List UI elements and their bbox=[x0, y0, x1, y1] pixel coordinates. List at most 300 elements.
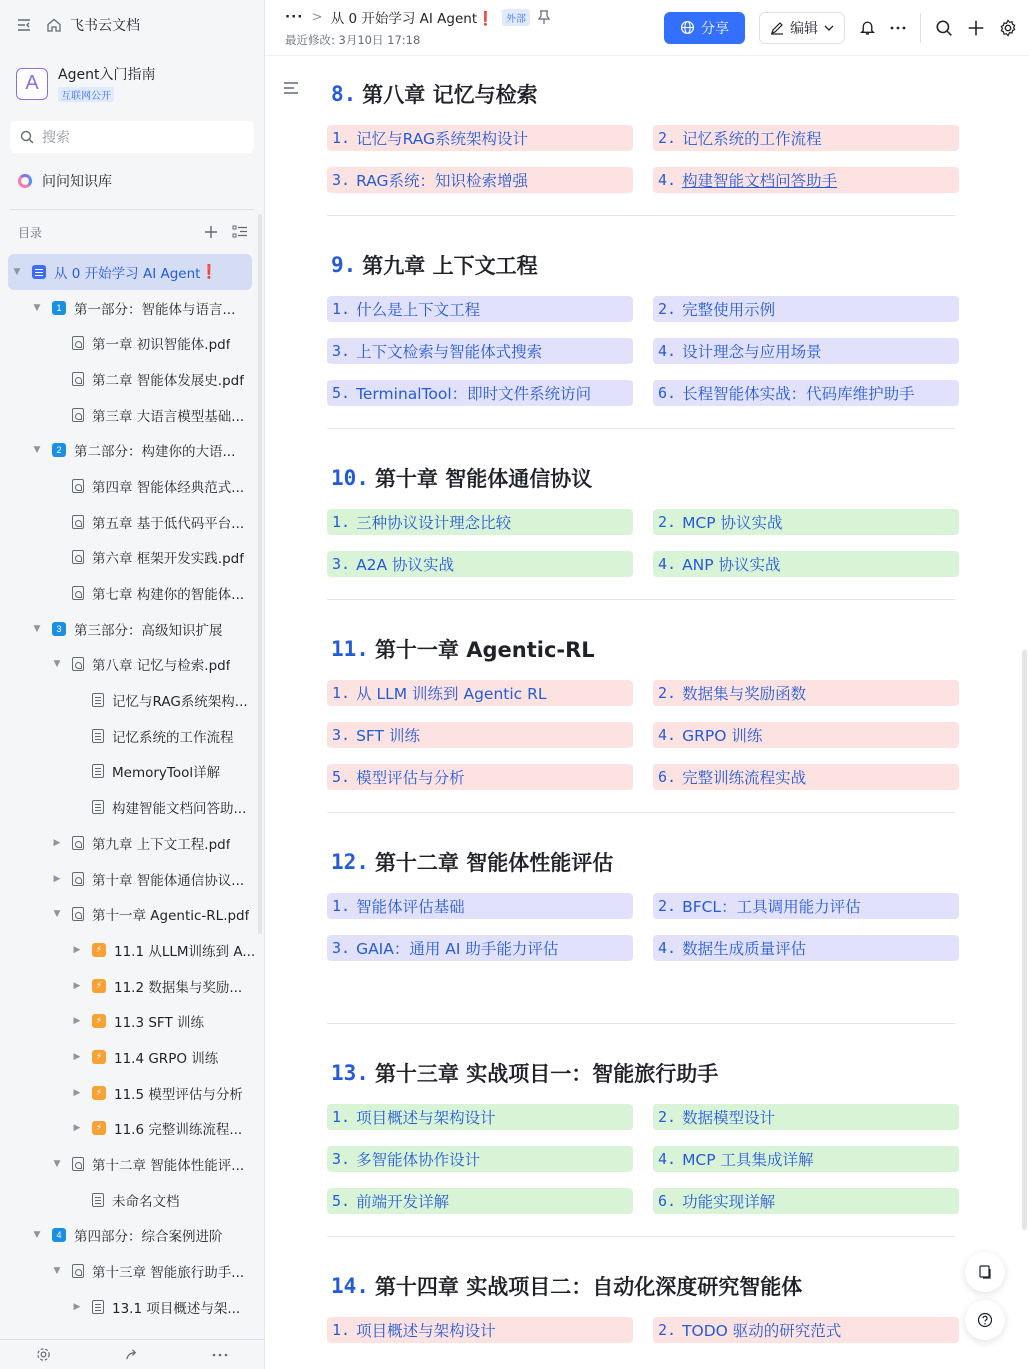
section-link[interactable] bbox=[653, 1317, 959, 1343]
caret-right-icon[interactable]: ▶ bbox=[73, 1123, 81, 1134]
chapter-section bbox=[327, 246, 967, 429]
section-link[interactable] bbox=[327, 893, 633, 919]
section-number: 2. bbox=[658, 684, 677, 702]
chapter-divider bbox=[327, 1236, 955, 1237]
exclamation-mark: ❗ bbox=[200, 263, 218, 280]
section-title: 项目概述与架构设计 bbox=[356, 1109, 496, 1127]
toc-item[interactable] bbox=[0, 825, 264, 861]
section-title: 项目概述与架构设计 bbox=[356, 1322, 496, 1340]
chapter-title bbox=[331, 630, 967, 668]
toc-item-label: 未命名文档 bbox=[112, 1193, 180, 1210]
home-link[interactable] bbox=[46, 15, 140, 35]
breadcrumb-more[interactable]: ··· bbox=[285, 9, 304, 25]
caret-down-icon[interactable]: ▼ bbox=[33, 302, 41, 313]
pin-icon[interactable] bbox=[538, 10, 550, 24]
home-icon bbox=[46, 17, 62, 33]
section-number: 6. bbox=[658, 1192, 677, 1210]
toc-item-label: 第五章 基于低代码平台... bbox=[92, 515, 245, 532]
caret-down-icon[interactable]: ▼ bbox=[33, 623, 41, 634]
caret-right-icon[interactable]: ▶ bbox=[73, 944, 81, 955]
floating-help-button[interactable] bbox=[965, 1300, 1005, 1340]
pdf-file-icon bbox=[72, 907, 84, 921]
section-title: 前端开发详解 bbox=[356, 1193, 450, 1211]
section-number: 6. bbox=[658, 384, 677, 402]
search-input[interactable] bbox=[10, 121, 254, 153]
toc-item[interactable] bbox=[0, 861, 264, 897]
help-icon bbox=[977, 1312, 993, 1328]
section-number: 5. bbox=[332, 768, 351, 786]
section-link[interactable] bbox=[327, 1188, 633, 1214]
floating-doc-button[interactable] bbox=[965, 1252, 1005, 1292]
sidebar-scrollbar[interactable] bbox=[258, 214, 262, 934]
list-view-icon[interactable] bbox=[232, 225, 248, 239]
plus-icon[interactable] bbox=[967, 19, 985, 37]
slides-icon: ⚡ bbox=[92, 1121, 106, 1135]
section-number: 3. bbox=[332, 342, 351, 360]
bell-icon[interactable] bbox=[859, 19, 876, 36]
section-link[interactable] bbox=[327, 722, 633, 748]
sidebar bbox=[0, 0, 265, 1369]
section-title: 数据生成质量评估 bbox=[682, 940, 807, 958]
chapter-number: 14. bbox=[331, 1274, 369, 1298]
chapter-number: 12. bbox=[331, 850, 369, 874]
section-title: 智能体评估基础 bbox=[356, 898, 465, 916]
chapter-title bbox=[331, 843, 967, 881]
chapter-title-text: 第十一章 Agentic-RL bbox=[374, 638, 595, 662]
toc-tree bbox=[0, 254, 264, 1325]
chapter-title-text: 第十章 智能体通信协议 bbox=[374, 467, 593, 491]
toc-item-label: 第四章 智能体经典范式... bbox=[92, 479, 245, 496]
section-link[interactable] bbox=[653, 551, 959, 577]
toc-item-label: 第四部分：综合案例进阶 bbox=[74, 1229, 223, 1246]
toc-item-label: 从 0 开始学习 AI Agent bbox=[54, 265, 201, 282]
section-link[interactable] bbox=[653, 722, 959, 748]
section-number: 1. bbox=[332, 897, 351, 915]
chapter-divider bbox=[327, 215, 955, 216]
space-header[interactable] bbox=[0, 50, 264, 113]
toc-item[interactable] bbox=[0, 682, 264, 718]
toc-item[interactable] bbox=[0, 290, 264, 326]
search-placeholder: 搜索 bbox=[42, 130, 70, 146]
chapter-section bbox=[327, 75, 967, 216]
edit-button[interactable] bbox=[759, 12, 845, 44]
section-number-icon: 3 bbox=[52, 622, 66, 636]
section-title: BFCL：工具调用能力评估 bbox=[682, 898, 861, 916]
outline-toggle-icon[interactable] bbox=[283, 81, 299, 95]
caret-down-icon[interactable]: ▼ bbox=[13, 266, 21, 277]
section-number: 2. bbox=[658, 1321, 677, 1339]
slides-icon: ⚡ bbox=[92, 943, 106, 957]
section-link[interactable] bbox=[327, 935, 633, 961]
toc-item[interactable] bbox=[0, 789, 264, 825]
chapter-links-grid bbox=[327, 509, 967, 577]
section-title: 设计理念与应用场景 bbox=[682, 343, 822, 361]
collapse-sidebar-icon[interactable] bbox=[16, 17, 32, 33]
toc-item-label: 第一部分：智能体与语言... bbox=[74, 301, 236, 318]
chapter-title bbox=[331, 459, 967, 497]
toc-item-label: 第十章 智能体通信协议... bbox=[92, 872, 245, 889]
section-number: 4. bbox=[658, 726, 677, 744]
toc-item-label: 第一章 初识智能体.pdf bbox=[92, 337, 231, 354]
pdf-file-icon bbox=[72, 872, 84, 886]
brand-label: 飞书云文档 bbox=[70, 18, 140, 34]
doc-title-mark: ❗ bbox=[477, 11, 494, 27]
public-badge: 互联网公开 bbox=[58, 87, 114, 102]
doc-title[interactable] bbox=[331, 7, 494, 27]
caret-right-icon[interactable]: ▶ bbox=[53, 837, 61, 848]
toc-item[interactable] bbox=[0, 1218, 264, 1254]
section-link[interactable] bbox=[327, 167, 633, 193]
section-number: 3. bbox=[332, 171, 351, 189]
caret-down-icon[interactable]: ▼ bbox=[53, 659, 61, 670]
section-link[interactable] bbox=[653, 680, 959, 706]
section-link[interactable] bbox=[327, 296, 633, 322]
pdf-file-icon bbox=[72, 836, 84, 850]
section-title: 长程智能体实战：代码库维护助手 bbox=[682, 385, 915, 403]
chapter-title bbox=[331, 1054, 967, 1092]
toc-item-label: 11.4 GRPO 训练 bbox=[114, 1050, 219, 1067]
section-title: 完整训练流程实战 bbox=[682, 769, 807, 787]
caret-down-icon[interactable]: ▼ bbox=[33, 445, 41, 456]
ask-knowledge-base[interactable] bbox=[0, 153, 264, 209]
top-actions bbox=[664, 12, 1017, 44]
pdf-file-icon bbox=[72, 336, 84, 350]
document-scrollbar[interactable] bbox=[1022, 650, 1027, 1230]
toc-item-label: 第八章 记忆与检索.pdf bbox=[92, 658, 231, 675]
chapter-title-text: 第九章 上下文工程 bbox=[362, 254, 538, 278]
top-bar bbox=[265, 0, 1029, 56]
space-name: Agent入门指南 bbox=[58, 67, 156, 83]
chapter-divider bbox=[327, 1023, 955, 1024]
toc-item[interactable] bbox=[0, 540, 264, 576]
settings-icon[interactable] bbox=[36, 1347, 51, 1362]
section-link[interactable] bbox=[653, 764, 959, 790]
section-link[interactable] bbox=[653, 338, 959, 364]
toc-item-label: 记忆与RAG系统架构... bbox=[112, 694, 248, 711]
toc-item-label: 11.5 模型评估与分析 bbox=[114, 1086, 243, 1103]
search-icon bbox=[20, 130, 34, 144]
section-number: 3. bbox=[332, 939, 351, 957]
section-number-icon: 1 bbox=[52, 301, 66, 315]
slides-icon: ⚡ bbox=[92, 1014, 106, 1028]
chevron-down-icon bbox=[824, 25, 834, 31]
toc-item[interactable] bbox=[0, 468, 264, 504]
section-title: 数据集与奖励函数 bbox=[682, 685, 807, 703]
chapter-list bbox=[327, 75, 967, 1343]
page-icon bbox=[92, 1193, 104, 1207]
toc-header bbox=[0, 210, 264, 254]
share-label: 分享 bbox=[701, 20, 729, 37]
section-link[interactable] bbox=[327, 1104, 633, 1130]
section-title: 多智能体协作设计 bbox=[356, 1151, 481, 1169]
chapter-title-text: 第十四章 实战项目二：自动化深度研究智能体 bbox=[374, 1275, 803, 1299]
section-title: 三种协议设计理念比较 bbox=[356, 514, 512, 532]
ask-label: 问问知识库 bbox=[42, 174, 112, 190]
slides-icon: ⚡ bbox=[92, 1050, 106, 1064]
globe-icon bbox=[680, 20, 695, 35]
toc-item[interactable] bbox=[0, 325, 264, 361]
section-number: 2. bbox=[658, 129, 677, 147]
chapter-section bbox=[327, 459, 967, 600]
section-link[interactable] bbox=[653, 296, 959, 322]
chapter-title bbox=[331, 246, 967, 284]
chapter-section bbox=[327, 1054, 967, 1237]
chapter-links-grid bbox=[327, 1104, 967, 1214]
chapter-divider bbox=[327, 812, 955, 813]
toc-item-label: 第十三章 智能旅行助手... bbox=[92, 1265, 245, 1282]
section-number-icon: 4 bbox=[52, 1228, 66, 1242]
section-number: 2. bbox=[658, 1108, 677, 1126]
chapter-links-grid bbox=[327, 680, 967, 790]
chapter-links-grid bbox=[327, 1317, 967, 1343]
chapter-divider bbox=[327, 599, 955, 600]
toc-item[interactable] bbox=[0, 397, 264, 433]
section-link[interactable] bbox=[327, 509, 633, 535]
section-title: 构建智能文档问答助手 bbox=[682, 172, 838, 190]
toc-item[interactable] bbox=[0, 896, 264, 932]
document-icon bbox=[32, 265, 46, 279]
share-out-icon[interactable] bbox=[124, 1347, 139, 1362]
section-title: MCP 工具集成详解 bbox=[682, 1151, 814, 1169]
section-number: 1. bbox=[332, 513, 351, 531]
edit-label: 编辑 bbox=[790, 20, 818, 37]
toc-item[interactable] bbox=[0, 1289, 264, 1325]
toc-label: 目录 bbox=[18, 225, 43, 240]
section-number: 1. bbox=[332, 1321, 351, 1339]
caret-down-icon[interactable]: ▼ bbox=[53, 1266, 61, 1277]
section-number: 3. bbox=[332, 1150, 351, 1168]
section-number: 3. bbox=[332, 726, 351, 744]
toc-item-label: MemoryTool详解 bbox=[112, 765, 221, 782]
toc-item-label: 第十二章 智能体性能评... bbox=[92, 1158, 245, 1175]
toc-item-label: 第三部分：高级知识扩展 bbox=[74, 622, 223, 639]
section-title: RAG系统：知识检索增强 bbox=[356, 172, 529, 190]
section-title: GRPO 训练 bbox=[682, 727, 763, 745]
doc-title-text: 从 0 开始学习 AI Agent bbox=[330, 11, 478, 27]
more-icon[interactable] bbox=[212, 1353, 228, 1357]
page-icon bbox=[92, 693, 104, 707]
section-link[interactable] bbox=[653, 125, 959, 151]
toc-item[interactable] bbox=[0, 1039, 264, 1075]
external-badge: 外部 bbox=[502, 9, 530, 26]
section-number: 2. bbox=[658, 300, 677, 318]
section-number: 6. bbox=[658, 768, 677, 786]
toc-item[interactable] bbox=[0, 1146, 264, 1182]
breadcrumb bbox=[285, 7, 550, 48]
section-number: 4. bbox=[658, 1150, 677, 1168]
chapter-section bbox=[327, 630, 967, 813]
section-link[interactable] bbox=[327, 380, 633, 406]
pdf-file-icon bbox=[72, 408, 84, 422]
section-link[interactable] bbox=[327, 1146, 633, 1172]
document-body bbox=[265, 57, 1029, 1369]
section-number: 3. bbox=[332, 555, 351, 573]
chapter-links-grid bbox=[327, 296, 967, 406]
section-title: 完整使用示例 bbox=[682, 301, 776, 319]
toc-item[interactable] bbox=[0, 1182, 264, 1218]
share-button[interactable] bbox=[664, 12, 745, 44]
sidebar-footer bbox=[0, 1339, 264, 1369]
page-icon bbox=[92, 764, 104, 778]
toc-item[interactable] bbox=[0, 1075, 264, 1111]
caret-right-icon[interactable]: ▶ bbox=[73, 1016, 81, 1027]
section-number: 1. bbox=[332, 684, 351, 702]
section-title: SFT 训练 bbox=[356, 727, 420, 745]
section-link[interactable] bbox=[653, 1104, 959, 1130]
toc-item-label: 第二部分：构建你的大语... bbox=[74, 444, 236, 461]
toc-item-label: 第九章 上下文工程.pdf bbox=[92, 836, 231, 853]
toc-item-label: 11.1 从LLM训练到 A... bbox=[114, 943, 256, 960]
caret-down-icon[interactable]: ▼ bbox=[53, 1159, 61, 1170]
section-link[interactable] bbox=[327, 125, 633, 151]
chapter-title bbox=[331, 1267, 967, 1305]
ai-ring-icon bbox=[18, 174, 32, 188]
toc-item[interactable] bbox=[0, 932, 264, 968]
section-title: MCP 协议实战 bbox=[682, 514, 783, 532]
pdf-file-icon bbox=[72, 550, 84, 564]
sidebar-top bbox=[0, 0, 264, 50]
toc-item[interactable] bbox=[0, 575, 264, 611]
section-number: 1. bbox=[332, 300, 351, 318]
toc-item[interactable] bbox=[0, 968, 264, 1004]
toc-item-label: 11.2 数据集与奖励... bbox=[114, 979, 243, 996]
last-modified: 最近修改: 3月10日 17:18 bbox=[285, 33, 421, 47]
section-link[interactable] bbox=[653, 1188, 959, 1214]
pdf-file-icon bbox=[72, 515, 84, 529]
page-icon bbox=[92, 729, 104, 743]
toc-item[interactable] bbox=[8, 254, 252, 290]
section-title: ANP 协议实战 bbox=[682, 556, 781, 574]
add-icon[interactable] bbox=[204, 225, 218, 239]
section-title: A2A 协议实战 bbox=[356, 556, 455, 574]
section-link[interactable] bbox=[653, 935, 959, 961]
section-title: 记忆与RAG系统架构设计 bbox=[356, 130, 529, 148]
pdf-file-icon bbox=[72, 657, 84, 671]
section-title: 什么是上下文工程 bbox=[356, 301, 481, 319]
section-title: 数据模型设计 bbox=[682, 1109, 776, 1127]
section-number: 4. bbox=[658, 342, 677, 360]
breadcrumb-separator: > bbox=[311, 9, 323, 25]
section-number: 4. bbox=[658, 939, 677, 957]
pdf-file-icon bbox=[72, 586, 84, 600]
chapter-number: 10. bbox=[331, 466, 369, 490]
section-title: GAIA：通用 AI 助手能力评估 bbox=[356, 940, 559, 958]
section-title: 记忆系统的工作流程 bbox=[682, 130, 822, 148]
toc-item[interactable] bbox=[0, 754, 264, 790]
toc-item-label: 11.3 SFT 训练 bbox=[114, 1015, 204, 1032]
toc-item[interactable] bbox=[0, 718, 264, 754]
toc-item[interactable] bbox=[0, 611, 264, 647]
section-link[interactable] bbox=[653, 380, 959, 406]
section-link[interactable] bbox=[653, 167, 959, 193]
toc-item[interactable] bbox=[0, 432, 264, 468]
caret-right-icon[interactable]: ▶ bbox=[73, 1087, 81, 1098]
section-title: TerminalTool：即时文件系统访问 bbox=[356, 385, 592, 403]
section-title: TODO 驱动的研究范式 bbox=[682, 1322, 842, 1340]
slides-icon: ⚡ bbox=[92, 1086, 106, 1100]
toc-item-label: 构建智能文档问答助... bbox=[112, 801, 247, 818]
page-icon bbox=[92, 1300, 104, 1314]
caret-right-icon[interactable]: ▶ bbox=[53, 873, 61, 884]
caret-down-icon[interactable]: ▼ bbox=[53, 909, 61, 920]
section-number: 4. bbox=[658, 171, 677, 189]
toc-item[interactable] bbox=[0, 647, 264, 683]
chapter-number: 9. bbox=[331, 253, 357, 277]
toc-item[interactable] bbox=[0, 504, 264, 540]
pdf-file-icon bbox=[72, 1264, 84, 1278]
doc-copy-icon bbox=[977, 1264, 993, 1280]
toc-item[interactable] bbox=[0, 361, 264, 397]
chapter-number: 8. bbox=[331, 82, 357, 106]
pdf-file-icon bbox=[72, 1157, 84, 1171]
section-link[interactable] bbox=[327, 338, 633, 364]
chapter-section bbox=[327, 843, 967, 1024]
section-number: 2. bbox=[658, 513, 677, 531]
caret-down-icon[interactable]: ▼ bbox=[33, 1230, 41, 1241]
section-number: 1. bbox=[332, 129, 351, 147]
caret-right-icon[interactable]: ▶ bbox=[73, 980, 81, 991]
chapter-number: 11. bbox=[331, 637, 369, 661]
more-options-icon[interactable] bbox=[890, 26, 906, 30]
gear-icon[interactable] bbox=[999, 19, 1017, 37]
toc-item-label: 第二章 智能体发展史.pdf bbox=[92, 372, 244, 389]
section-link[interactable] bbox=[653, 893, 959, 919]
section-number: 5. bbox=[332, 384, 351, 402]
slides-icon: ⚡ bbox=[92, 979, 106, 993]
search-icon[interactable] bbox=[935, 19, 953, 37]
section-title: 模型评估与分析 bbox=[356, 769, 465, 787]
section-link[interactable] bbox=[327, 1317, 633, 1343]
section-number-icon: 2 bbox=[52, 443, 66, 457]
toc-item[interactable] bbox=[0, 1111, 264, 1147]
chapter-title-text: 第十二章 智能体性能评估 bbox=[374, 851, 614, 875]
page-icon bbox=[92, 800, 104, 814]
section-title: 功能实现详解 bbox=[682, 1193, 776, 1211]
toc-item[interactable] bbox=[0, 1253, 264, 1289]
toc-item-label: 第十一章 Agentic-RL.pdf bbox=[92, 908, 250, 925]
toc-item-label: 11.6 完整训练流程... bbox=[114, 1122, 243, 1139]
toc-item-label: 记忆系统的工作流程 bbox=[112, 729, 234, 746]
section-number: 4. bbox=[658, 555, 677, 573]
pdf-file-icon bbox=[72, 479, 84, 493]
section-number: 2. bbox=[658, 897, 677, 915]
section-link[interactable] bbox=[327, 680, 633, 706]
chapter-title-text: 第八章 记忆与检索 bbox=[362, 83, 538, 107]
toc-item-label: 第六章 框架开发实践.pdf bbox=[92, 551, 244, 568]
section-link[interactable] bbox=[327, 764, 633, 790]
section-link[interactable] bbox=[653, 509, 959, 535]
pencil-icon bbox=[770, 21, 784, 35]
chapter-links-grid bbox=[327, 893, 967, 961]
section-number: 5. bbox=[332, 1192, 351, 1210]
chapter-links-grid bbox=[327, 125, 967, 193]
toc-item-label: 第三章 大语言模型基础... bbox=[92, 408, 245, 425]
chapter-divider bbox=[327, 428, 955, 429]
section-link[interactable] bbox=[653, 1146, 959, 1172]
toolbar-divider bbox=[920, 13, 921, 43]
toc-item-label: 第七章 构建你的智能体... bbox=[92, 587, 245, 604]
section-title: 从 LLM 训练到 Agentic RL bbox=[356, 685, 547, 703]
space-avatar: A bbox=[16, 68, 48, 100]
section-link[interactable] bbox=[327, 551, 633, 577]
toc-item[interactable] bbox=[0, 1003, 264, 1039]
main-content bbox=[265, 0, 1029, 1369]
caret-right-icon[interactable]: ▶ bbox=[73, 1301, 81, 1312]
caret-right-icon[interactable]: ▶ bbox=[73, 1051, 81, 1062]
pdf-file-icon bbox=[72, 372, 84, 386]
chapter-title-text: 第十三章 实战项目一：智能旅行助手 bbox=[374, 1062, 719, 1086]
chapter-section bbox=[327, 1267, 967, 1343]
